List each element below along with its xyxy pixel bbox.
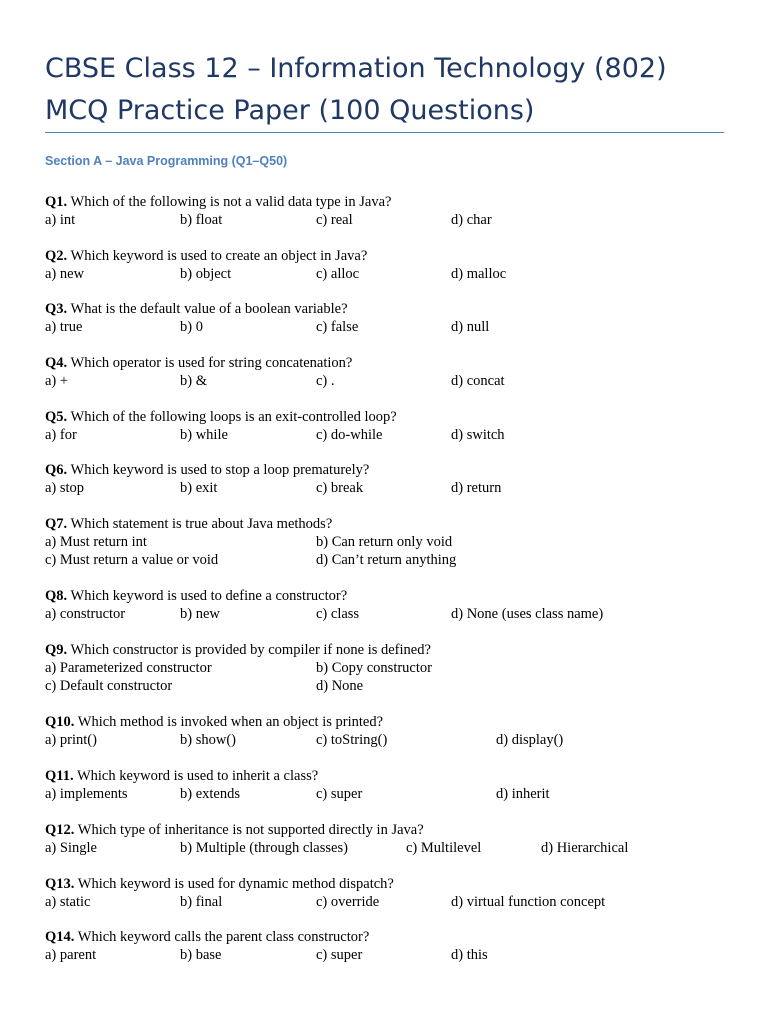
option-d: d) switch [451, 427, 505, 443]
question-line [45, 713, 383, 731]
option-c: c) super [316, 947, 363, 963]
question-block [45, 408, 505, 444]
question-block [45, 461, 502, 497]
option-d: d) None [316, 678, 364, 694]
option-b: b) final [180, 894, 223, 910]
option-a: a) parent [45, 947, 97, 963]
option-d: d) virtual function concept [451, 894, 606, 910]
option-c: c) . [316, 373, 335, 389]
question-line [45, 247, 367, 265]
question-number: Q3. [45, 301, 68, 317]
option-a: a) for [45, 427, 77, 443]
option-b: b) float [180, 212, 223, 228]
option-c: c) real [316, 212, 353, 228]
question-block [45, 193, 492, 229]
question-number: Q12. [45, 822, 75, 838]
option-c: c) break [316, 480, 364, 496]
question-text: Which of the following is not a valid data type in Java? [67, 194, 392, 210]
option-c: c) Multilevel [406, 840, 482, 856]
option-c: c) do-while [316, 427, 383, 443]
question-line [45, 875, 394, 893]
option-d: d) None (uses class name) [451, 606, 604, 622]
options-row [45, 551, 457, 569]
option-d: d) Can’t return anything [316, 552, 457, 568]
options-row [45, 372, 505, 390]
option-d: d) malloc [451, 266, 507, 282]
options-row [45, 318, 490, 336]
option-c: c) class [316, 606, 360, 622]
question-text: Which keyword calls the parent class constructor? [74, 929, 370, 945]
options-row [45, 677, 431, 695]
options-row [45, 426, 505, 444]
option-c: c) alloc [316, 266, 360, 282]
section-heading: Section A – Java Programming (Q1–Q50) [45, 154, 288, 168]
question-number: Q5. [45, 409, 68, 425]
options-row [45, 211, 492, 229]
option-a: a) true [45, 319, 83, 335]
question-line [45, 928, 369, 946]
question-number: Q6. [45, 462, 68, 478]
question-line [45, 641, 431, 659]
option-c: c) false [316, 319, 359, 335]
question-block [45, 713, 564, 749]
option-d: d) inherit [496, 786, 550, 802]
option-d: d) Hierarchical [541, 840, 629, 856]
question-line [45, 821, 424, 839]
option-a: a) Single [45, 840, 97, 856]
options-row [45, 839, 629, 857]
question-block [45, 767, 550, 803]
option-c: c) override [316, 894, 380, 910]
question-number: Q4. [45, 355, 68, 371]
question-number: Q8. [45, 588, 68, 604]
option-a: a) static [45, 894, 91, 910]
option-a: a) Must return int [45, 534, 147, 550]
option-b: b) & [180, 373, 207, 389]
question-block [45, 821, 629, 857]
question-block [45, 300, 490, 336]
question-block [45, 247, 507, 283]
option-c: c) toString() [316, 732, 388, 748]
options-row [45, 893, 606, 911]
option-d: d) null [451, 319, 490, 335]
question-line [45, 408, 397, 426]
option-d: d) char [451, 212, 492, 228]
option-b: b) base [180, 947, 222, 963]
options-row [45, 265, 507, 283]
options-row [45, 731, 564, 749]
option-b: b) 0 [180, 319, 203, 335]
page-title [45, 48, 667, 132]
question-line [45, 767, 318, 785]
option-d: d) return [451, 480, 502, 496]
question-text: Which constructor is provided by compiler if none is defined? [67, 642, 431, 658]
question-number: Q1. [45, 194, 68, 210]
option-a: a) int [45, 212, 76, 228]
question-text: Which keyword is used to define a constructor? [67, 588, 348, 604]
question-block [45, 515, 457, 569]
question-line [45, 193, 391, 211]
option-b: b) Can return only void [316, 534, 453, 550]
question-line [45, 300, 348, 318]
title-line-1: CBSE Class 12 – Information Technology (802) [45, 53, 667, 84]
question-line [45, 461, 369, 479]
option-d: d) this [451, 947, 488, 963]
question-block [45, 354, 505, 390]
option-c: c) Default constructor [45, 678, 173, 694]
options-row [45, 659, 431, 677]
question-line [45, 354, 352, 372]
option-a: a) implements [45, 786, 128, 802]
option-d: d) concat [451, 373, 505, 389]
question-number: Q7. [45, 516, 68, 532]
option-b: b) new [180, 606, 220, 622]
option-b: b) Copy constructor [316, 660, 432, 676]
question-text: Which keyword is used to create an object in Java? [67, 248, 368, 264]
title-underline [45, 132, 724, 133]
question-text: What is the default value of a boolean variable? [67, 301, 348, 317]
option-a: a) + [45, 373, 69, 389]
option-a: a) Parameterized constructor [45, 660, 212, 676]
question-text: Which keyword is used to stop a loop prematurely? [67, 462, 370, 478]
question-text: Which method is invoked when an object is printed? [74, 714, 383, 730]
options-row [45, 479, 502, 497]
option-a: a) constructor [45, 606, 126, 622]
option-c: c) super [316, 786, 363, 802]
question-block [45, 928, 488, 964]
option-a: a) print() [45, 732, 97, 748]
question-number: Q9. [45, 642, 68, 658]
option-d: d) display() [496, 732, 564, 748]
option-a: a) new [45, 266, 85, 282]
question-number: Q2. [45, 248, 68, 264]
question-number: Q13. [45, 876, 75, 892]
question-block [45, 587, 604, 623]
question-text: Which of the following loops is an exit-controlled loop? [67, 409, 397, 425]
question-block [45, 641, 431, 695]
question-line [45, 515, 332, 533]
question-block [45, 875, 606, 911]
options-row [45, 785, 550, 803]
question-number: Q14. [45, 929, 75, 945]
question-line [45, 587, 347, 605]
option-b: b) object [180, 266, 232, 282]
option-b: b) show() [180, 732, 236, 748]
question-text: Which statement is true about Java methods? [67, 516, 333, 532]
option-b: b) Multiple (through classes) [180, 840, 348, 856]
title-line-2: MCQ Practice Paper (100 Questions) [45, 95, 535, 126]
question-text: Which operator is used for string concatenation? [67, 355, 353, 371]
options-row [45, 533, 453, 551]
question-text: Which type of inheritance is not supported directly in Java? [74, 822, 424, 838]
option-c: c) Must return a value or void [45, 552, 219, 568]
option-b: b) exit [180, 480, 218, 496]
option-a: a) stop [45, 480, 85, 496]
question-text: Which keyword is used to inherit a class? [73, 768, 319, 784]
question-number: Q11. [45, 768, 74, 784]
options-row [45, 946, 488, 964]
options-row [45, 605, 604, 623]
option-b: b) extends [180, 786, 240, 802]
question-number: Q10. [45, 714, 75, 730]
option-b: b) while [180, 427, 228, 443]
question-text: Which keyword is used for dynamic method dispatch? [74, 876, 394, 892]
